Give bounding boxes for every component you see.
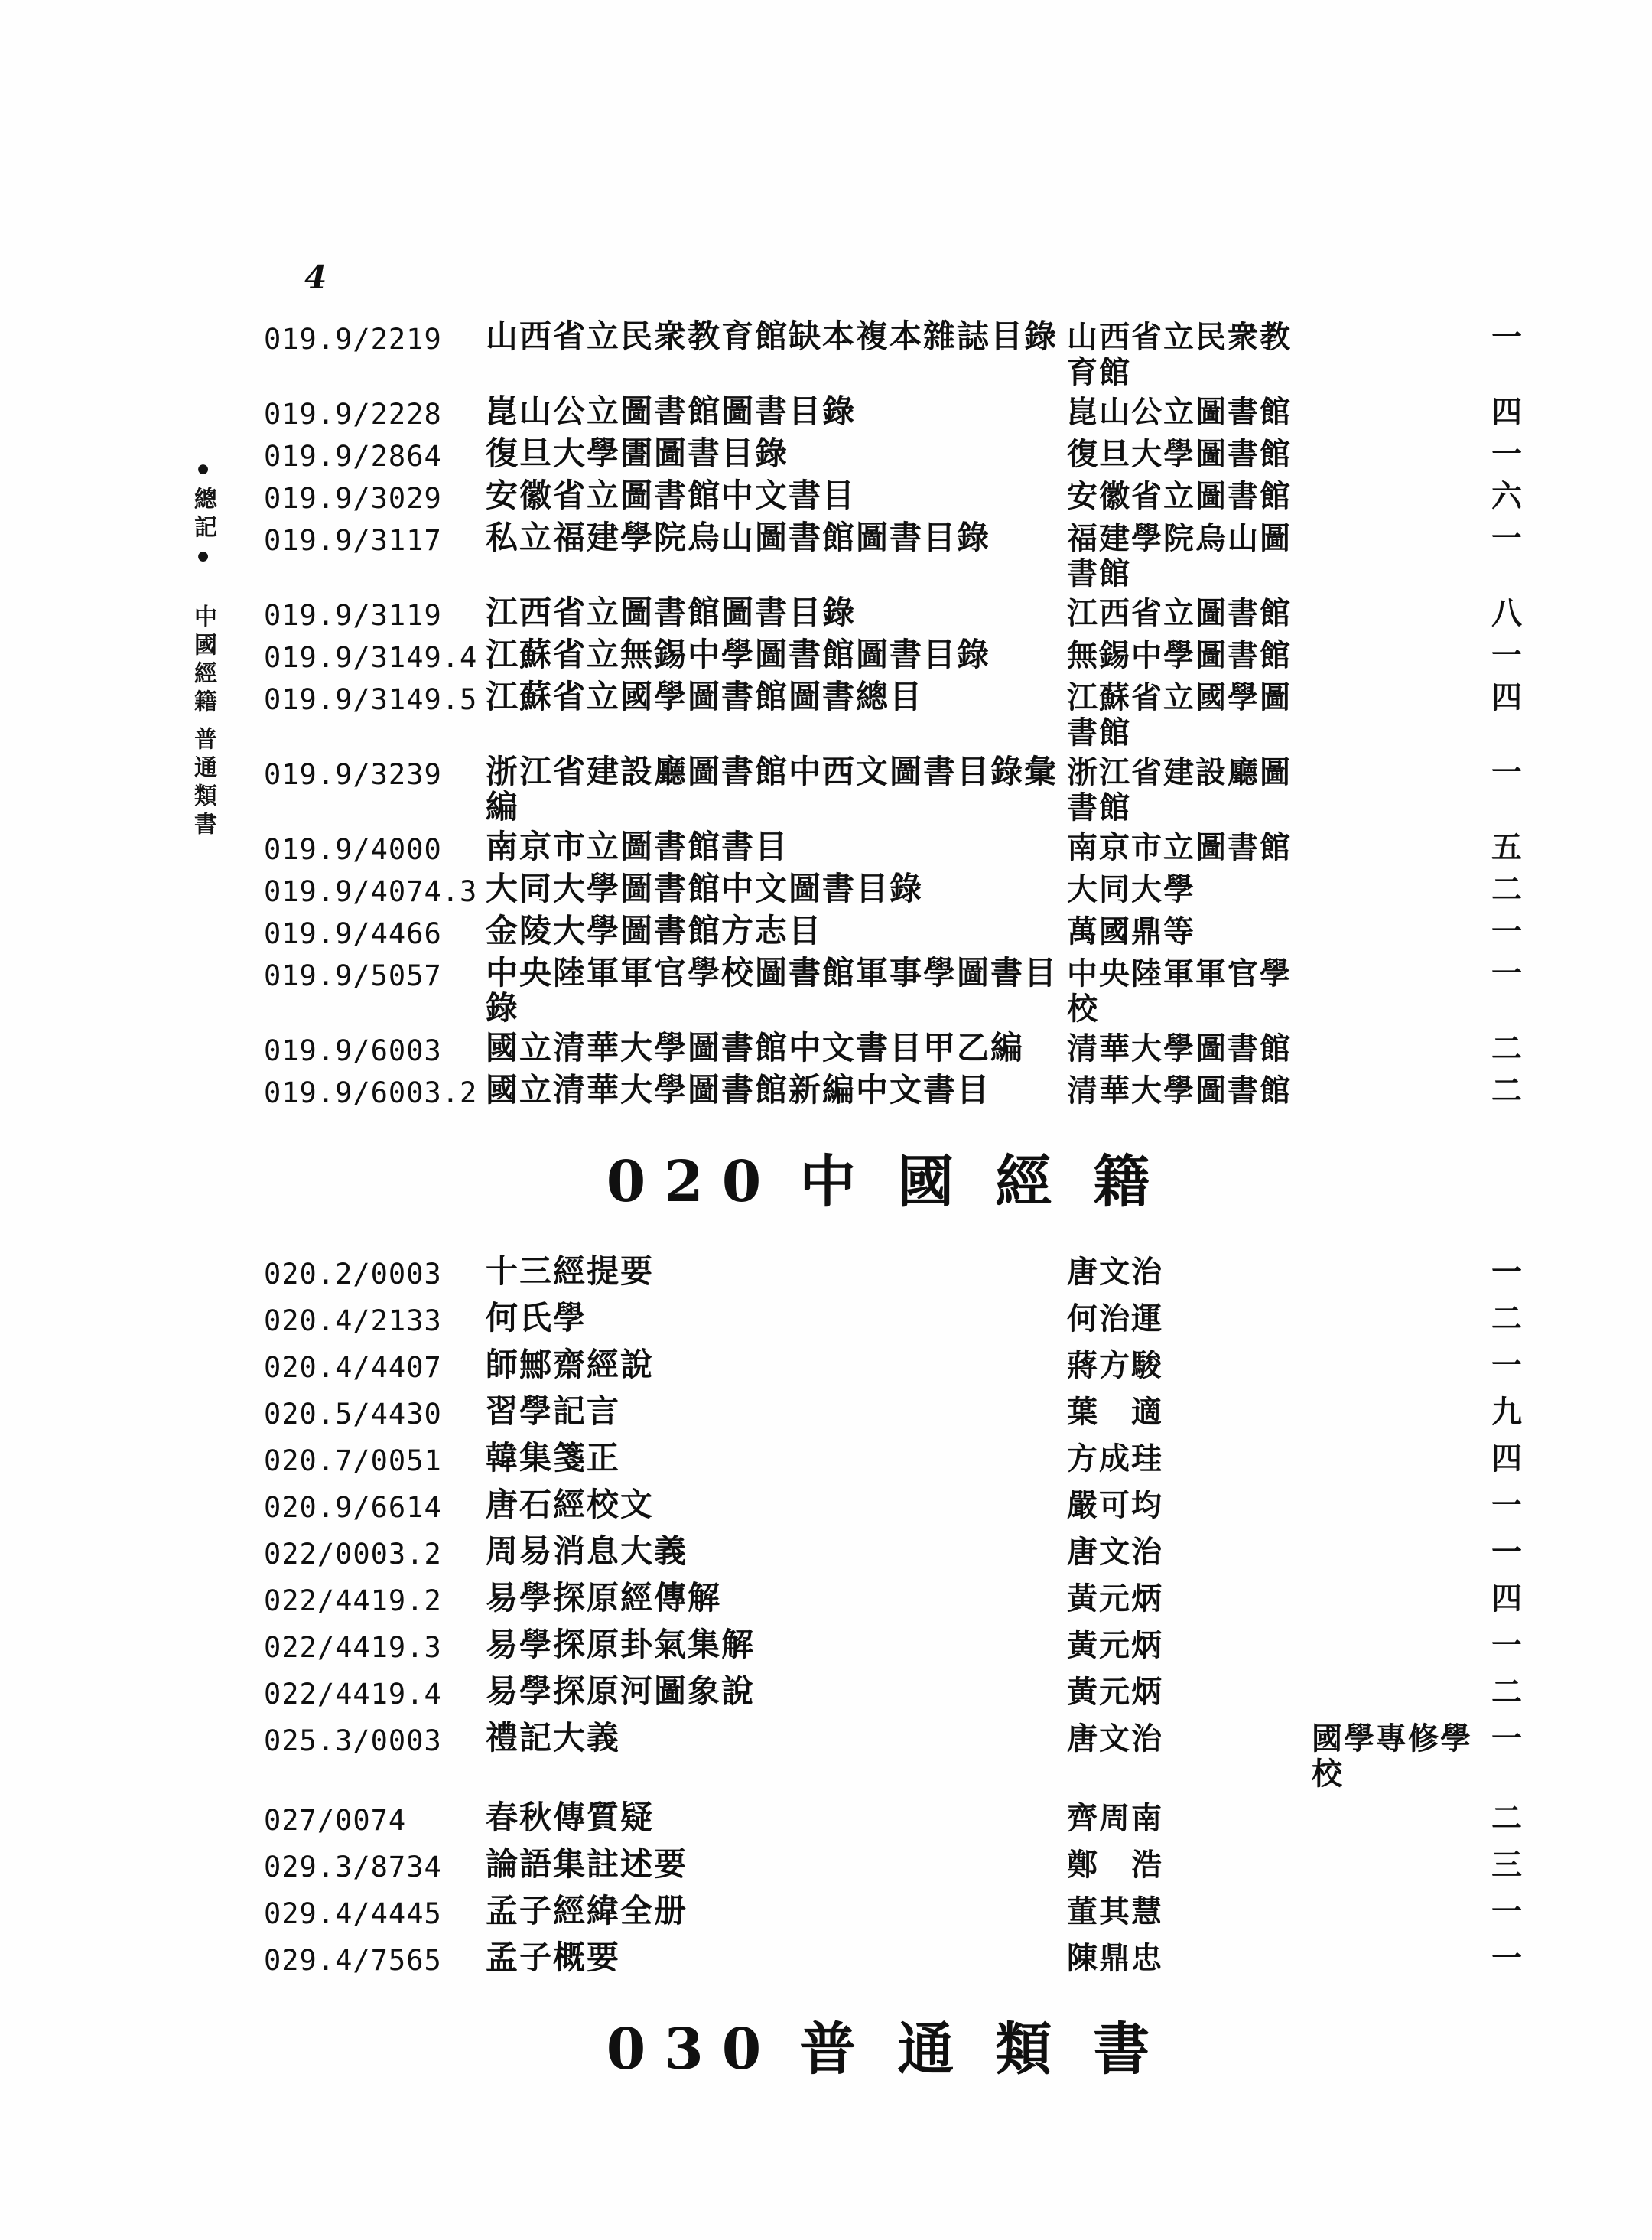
creator-or-publisher: 唐文治 <box>1067 1721 1163 1756</box>
book-title: 韓集箋正 <box>486 1441 621 1477</box>
book-title: 大同大學圖書館中文圖書目錄 <box>486 872 924 907</box>
catalog-row <box>264 1628 1533 1665</box>
volume-count: 一 <box>1491 1535 1522 1569</box>
margin-running-head-general-works: ●總記● <box>190 456 216 574</box>
catalog-row <box>264 437 1533 474</box>
catalog-row <box>264 1073 1533 1111</box>
volume-count: 二 <box>1491 1031 1522 1066</box>
creator-or-publisher: 浙江省建設廳圖書館 <box>1067 755 1292 825</box>
creator-or-publisher: 山西省立民衆教育館 <box>1067 320 1292 389</box>
catalog-row <box>264 1441 1533 1479</box>
creator-or-publisher: 黃元炳 <box>1067 1581 1163 1616</box>
call-number: 019.9/3149.5 <box>264 683 478 716</box>
book-title: 金陵大學圖書館方志目 <box>486 914 823 949</box>
catalog-row <box>264 1301 1533 1339</box>
creator-or-publisher: 黃元炳 <box>1067 1675 1163 1709</box>
book-title: 山西省立民衆教育館缺本複本雜誌目錄 <box>486 320 1059 355</box>
volume-count: 一 <box>1491 755 1522 790</box>
call-number: 029.4/4445 <box>264 1897 442 1930</box>
catalog-row <box>264 956 1533 1027</box>
catalog-row <box>264 830 1533 868</box>
call-number: 020.4/2133 <box>264 1304 442 1337</box>
catalog-row <box>264 1255 1533 1292</box>
volume-count: 九 <box>1491 1395 1522 1429</box>
creator-or-publisher: 何治運 <box>1067 1301 1163 1336</box>
volume-count: 二 <box>1491 1073 1522 1108</box>
creator-or-publisher: 嚴可均 <box>1067 1488 1163 1522</box>
book-title: 崑山公立圖書館圖書目錄 <box>486 395 857 430</box>
call-number: 020.2/0003 <box>264 1258 442 1291</box>
creator-or-publisher: 福建學院烏山圖書館 <box>1067 521 1292 591</box>
book-title: 私立福建學院烏山圖書館圖書目錄 <box>486 521 991 556</box>
volume-count: 八 <box>1491 596 1522 630</box>
catalog-row <box>264 1348 1533 1385</box>
section-header-030 <box>264 2004 1533 2085</box>
catalog-row <box>264 521 1533 591</box>
book-title: 南京市立圖書館書目 <box>486 830 789 865</box>
volume-count: 一 <box>1491 1255 1522 1289</box>
catalog-row <box>264 680 1533 750</box>
book-title: 何氏學 <box>486 1301 587 1337</box>
volume-count: 一 <box>1491 914 1522 949</box>
call-number: 019.9/3239 <box>264 758 442 791</box>
creator-or-publisher: 清華大學圖書館 <box>1067 1031 1292 1066</box>
section-title: 中國經籍 <box>799 1151 1192 1214</box>
call-number: 019.9/2219 <box>264 323 442 356</box>
call-number: 019.9/3029 <box>264 482 442 515</box>
catalog-row <box>264 320 1533 390</box>
volume-count: 一 <box>1491 1894 1522 1929</box>
catalog-row <box>264 1488 1533 1525</box>
volume-count: 二 <box>1491 872 1522 907</box>
creator-or-publisher: 無錫中學圖書館 <box>1067 638 1292 672</box>
creator-or-publisher: 安徽省立圖書館 <box>1067 479 1292 513</box>
catalog-row <box>264 395 1533 432</box>
catalog-row <box>264 1535 1533 1572</box>
catalog-section-020 <box>264 1255 1533 1978</box>
book-title: 復旦大學圕圖書目錄 <box>486 437 789 472</box>
book-title: 孟子經緯全册 <box>486 1894 688 1929</box>
creator-or-publisher: 崑山公立圖書館 <box>1067 395 1292 429</box>
catalog-row <box>264 1675 1533 1712</box>
section-code: 030 <box>606 2017 780 2082</box>
creator-or-publisher: 萬國鼎等 <box>1067 914 1195 949</box>
creator-or-publisher: 大同大學 <box>1067 872 1195 907</box>
volume-count: 二 <box>1491 1301 1522 1336</box>
book-title: 國立清華大學圖書館新編中文書目 <box>486 1073 991 1109</box>
margin-running-head-chinese-classics: 中國經籍 <box>190 604 216 718</box>
volume-count: 四 <box>1491 395 1522 429</box>
catalog-row <box>264 1395 1533 1432</box>
book-title: 易學探原卦氣集解 <box>486 1628 756 1663</box>
creator-or-publisher: 方成珪 <box>1067 1441 1163 1476</box>
book-title: 周易消息大義 <box>486 1535 688 1570</box>
book-title: 易學探原河圖象說 <box>486 1675 756 1710</box>
catalog-row <box>264 755 1533 825</box>
volume-count: 一 <box>1491 1721 1522 1756</box>
book-title: 國立清華大學圖書館中文書目甲乙編 <box>486 1031 1025 1066</box>
catalog-row <box>264 1581 1533 1619</box>
volume-count: 一 <box>1491 320 1522 354</box>
call-number: 019.9/3119 <box>264 599 442 632</box>
creator-or-publisher: 蔣方駿 <box>1067 1348 1163 1382</box>
creator-or-publisher: 鄭 浩 <box>1067 1848 1163 1882</box>
section-title: 普通類書 <box>799 2019 1192 2082</box>
volume-count: 一 <box>1491 638 1522 672</box>
catalog-row <box>264 1894 1533 1932</box>
book-title: 中央陸軍軍官學校圖書館軍事學圖書目錄 <box>486 956 1059 1027</box>
margin-running-head-general-reference: 普通類書 <box>190 727 216 840</box>
section-header-020 <box>264 1137 1533 1218</box>
catalog-row <box>264 1941 1533 1978</box>
volume-count: 四 <box>1491 1441 1522 1476</box>
book-title: 師鄦齋經說 <box>486 1348 655 1383</box>
section-code: 020 <box>606 1149 780 1215</box>
call-number: 029.4/7565 <box>264 1944 442 1977</box>
volume-count: 三 <box>1491 1848 1522 1882</box>
book-title: 江蘇省立國學圖書館圖書總目 <box>486 680 924 715</box>
call-number: 020.7/0051 <box>264 1444 442 1477</box>
call-number: 025.3/0003 <box>264 1724 442 1757</box>
call-number: 022/4419.2 <box>264 1584 442 1617</box>
call-number: 019.9/3117 <box>264 524 442 557</box>
call-number: 022/4419.4 <box>264 1678 442 1711</box>
volume-count: 二 <box>1491 1801 1522 1835</box>
call-number: 020.4/4407 <box>264 1351 442 1384</box>
volume-count: 五 <box>1491 830 1522 864</box>
catalog-row <box>264 638 1533 676</box>
book-title: 易學探原經傳解 <box>486 1581 722 1617</box>
call-number: 019.9/5057 <box>264 959 442 992</box>
book-title: 江西省立圖書館圖書目錄 <box>486 596 857 631</box>
creator-or-publisher: 黃元炳 <box>1067 1628 1163 1662</box>
volume-count: 一 <box>1491 437 1522 471</box>
call-number: 020.9/6614 <box>264 1491 442 1524</box>
book-title: 唐石經校文 <box>486 1488 655 1523</box>
page-number: 4 <box>304 259 327 296</box>
catalog-row <box>264 872 1533 910</box>
book-title: 孟子概要 <box>486 1941 621 1976</box>
call-number: 020.5/4430 <box>264 1398 442 1431</box>
call-number: 019.9/4000 <box>264 833 442 866</box>
book-title: 習學記言 <box>486 1395 621 1430</box>
volume-count: 二 <box>1491 1675 1522 1709</box>
call-number: 022/0003.2 <box>264 1538 442 1571</box>
creator-or-publisher: 唐文治 <box>1067 1535 1163 1569</box>
call-number: 027/0074 <box>264 1804 407 1837</box>
creator-or-publisher: 齊周南 <box>1067 1801 1163 1835</box>
volume-count: 六 <box>1491 479 1522 513</box>
volume-count: 一 <box>1491 1941 1522 1975</box>
creator-or-publisher: 江西省立圖書館 <box>1067 596 1292 630</box>
volume-count: 四 <box>1491 1581 1522 1616</box>
call-number: 019.9/2864 <box>264 440 442 473</box>
catalog-section-019 <box>264 320 1533 1111</box>
call-number: 019.9/2228 <box>264 398 442 431</box>
creator-or-publisher: 江蘇省立國學圖書館 <box>1067 680 1292 750</box>
call-number: 019.9/4074.3 <box>264 875 478 908</box>
catalog-content <box>264 320 1533 2122</box>
creator-or-publisher: 復旦大學圖書館 <box>1067 437 1292 471</box>
catalog-row <box>264 596 1533 633</box>
book-title: 安徽省立圖書館中文書目 <box>486 479 857 514</box>
publisher-note: 國學專修學校 <box>1312 1721 1472 1791</box>
call-number: 019.9/6003 <box>264 1034 442 1067</box>
call-number: 019.9/4466 <box>264 917 442 950</box>
creator-or-publisher: 董其慧 <box>1067 1894 1163 1929</box>
book-title: 浙江省建設廳圖書館中西文圖書目錄彙編 <box>486 755 1059 825</box>
book-title: 論語集註述要 <box>486 1848 688 1883</box>
call-number: 019.9/6003.2 <box>264 1076 478 1109</box>
creator-or-publisher: 葉 適 <box>1067 1395 1163 1429</box>
book-title: 禮記大義 <box>486 1721 621 1757</box>
volume-count: 一 <box>1491 956 1522 991</box>
call-number: 019.9/3149.4 <box>264 641 478 674</box>
call-number: 022/4419.3 <box>264 1631 442 1664</box>
catalog-row <box>264 914 1533 952</box>
book-title: 江蘇省立無錫中學圖書館圖書目錄 <box>486 638 991 673</box>
book-title: 春秋傳質疑 <box>486 1801 655 1836</box>
volume-count: 一 <box>1491 521 1522 555</box>
volume-count: 一 <box>1491 1348 1522 1382</box>
catalog-row <box>264 1848 1533 1885</box>
volume-count: 一 <box>1491 1488 1522 1522</box>
book-title: 十三經提要 <box>486 1255 655 1290</box>
catalog-row <box>264 1031 1533 1069</box>
catalog-row <box>264 1801 1533 1838</box>
catalog-row <box>264 1721 1533 1792</box>
volume-count: 四 <box>1491 680 1522 715</box>
creator-or-publisher: 清華大學圖書館 <box>1067 1073 1292 1108</box>
creator-or-publisher: 南京市立圖書館 <box>1067 830 1292 864</box>
creator-or-publisher: 陳鼎忠 <box>1067 1941 1163 1975</box>
catalog-row <box>264 479 1533 516</box>
creator-or-publisher: 唐文治 <box>1067 1255 1163 1289</box>
creator-or-publisher: 中央陸軍軍官學校 <box>1067 956 1292 1026</box>
call-number: 029.3/8734 <box>264 1851 442 1883</box>
volume-count: 一 <box>1491 1628 1522 1662</box>
